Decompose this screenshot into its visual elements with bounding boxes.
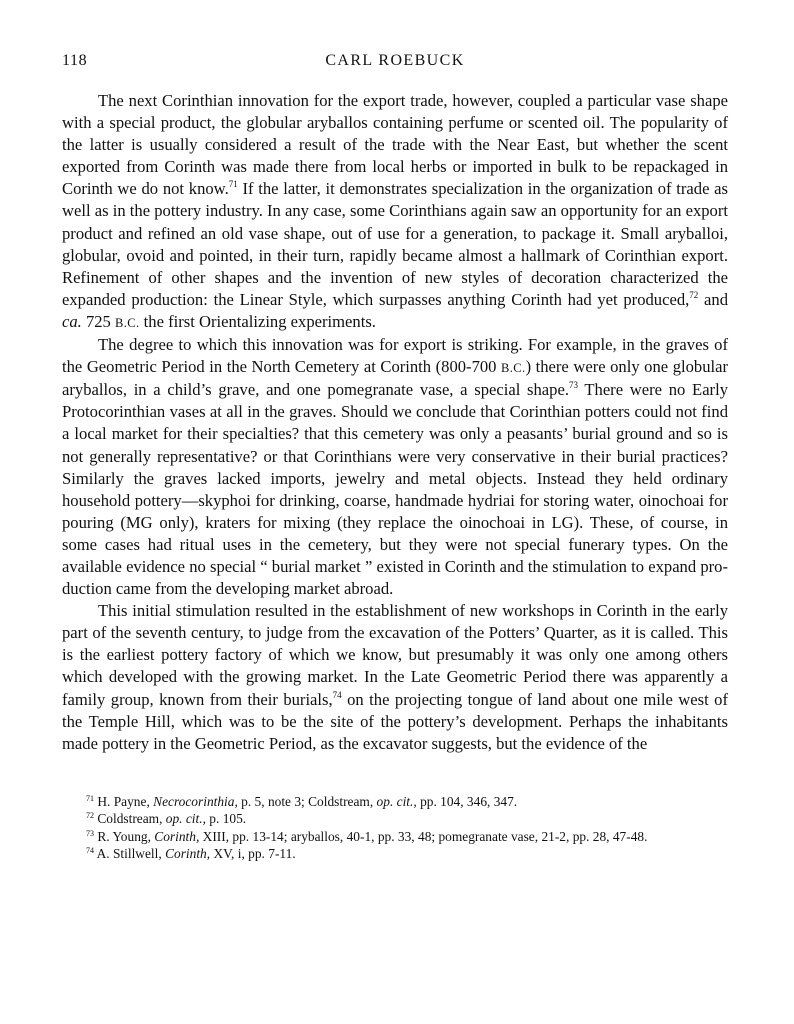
page-number: 118 <box>62 52 88 69</box>
footnote-ref-74: 74 <box>332 689 342 700</box>
footnote-72: $^{72}$ Coldstream, op. cit., p. 105. <box>86 811 247 827</box>
footnote-74: $^{74}$ A. Stillwell, Corinth, XV, i, pp. 7-11. <box>86 846 296 862</box>
body-text <box>62 90 728 755</box>
running-title: CARL ROEBUCK <box>325 52 465 69</box>
paragraph-3: This initial stimulation resulted in the establishment of new workshops in Corinth in the early part of the seventh century, to judge from the excavation of the Potters’ Quarter, as it is called. This is the earliest pottery factory of which we know, but presumably it was only one among others which developed with the growing market. In the Late Geometric Period there was apparently a family group, known from their burials,$^{74}$ on the projecting tongue of land about one mile west of the Temple Hill, which was to be the site of the pottery’s development. Perhaps the inhabitants made pottery in the Geometric Period, as the excavator suggests, but the evidence of the <box>62 601 728 753</box>
paragraph-2: The degree to which this innovation was for export is striking. For example, in the graves of the Geometric Period in the North Cemetery at Corinth (800-700 B.C.) there were only one globular aryballos, in a child’s grave, and one pomegranate vase, a special shape.$^{73}$ There were no Early Protocorinthian vases at all in the graves. Should we conclude that Corinthian potters could not find a local market for their specialties? that this cemetery was only a peasants’ burial ground and so is not generally representative? or that Corinthians were very conservative in their burial practices? Similarly the graves lacked imports, jewelry and metal objects. Instead they held ordinary household pottery—skyphoi for drinking, coarse, handmade hydriai for storing water, oinochoai for pouring (MG only), kraters for mixing (they replace the oinochoai in LG). These, of course, in some cases had ritual uses in the cemetery, but they were not special funerary types. On the available evidence no special “ burial market ” existed in Corinth and the stimulation to expand production came from the developing market abroad. <box>62 335 728 599</box>
footnote-73: $^{73}$ R. Young, Corinth, XIII, pp. 13-14; aryballos, 40-1, pp. 33, 48; pomegranate vase, 21-2, pp. 28, 47-48. <box>86 828 648 844</box>
footnote-ref-72: 72 <box>689 289 699 300</box>
page <box>62 52 728 862</box>
running-head <box>62 52 728 74</box>
footnote-71: $^{71}$ H. Payne, Necrocorinthia, p. 5, note 3; Coldstream, op. cit., pp. 104, 346, 347. <box>86 793 518 809</box>
footnote-ref-71: 71 <box>228 179 238 190</box>
footnotes <box>62 793 728 863</box>
paragraph-1: The next Corinthian innovation for the export trade, however, coupled a particular vase shape with a special product, the globular aryballos containing perfume or scented oil. The popularity of the latter is usually considered a result of the trade with the Near East, but whether the scent exported from Corinth was made there from local herbs or imported in bulk to be repackaged in Corinth we do not know.$^{71}$ If the latter, it demonstrates specialization in the organization of trade as well as in the pottery industry. In any case, some Corinthians again saw an opportunity for an export product and refined an old vase shape, out of use for a generation, to package it. Small aryballoi, globular, ovoid and pointed, in their turn, rapidly became almost a hallmark of Corinthian export. Refinement of other shapes and the invention of new styles of decoration characterized the expanded production: the Linear Style, which surpasses anything Corinth had yet produced,$^{72}$ and ca. 725 B.C. the first Orientalizing experiments. <box>62 91 728 331</box>
footnote-ref-73: 73 <box>568 380 578 391</box>
